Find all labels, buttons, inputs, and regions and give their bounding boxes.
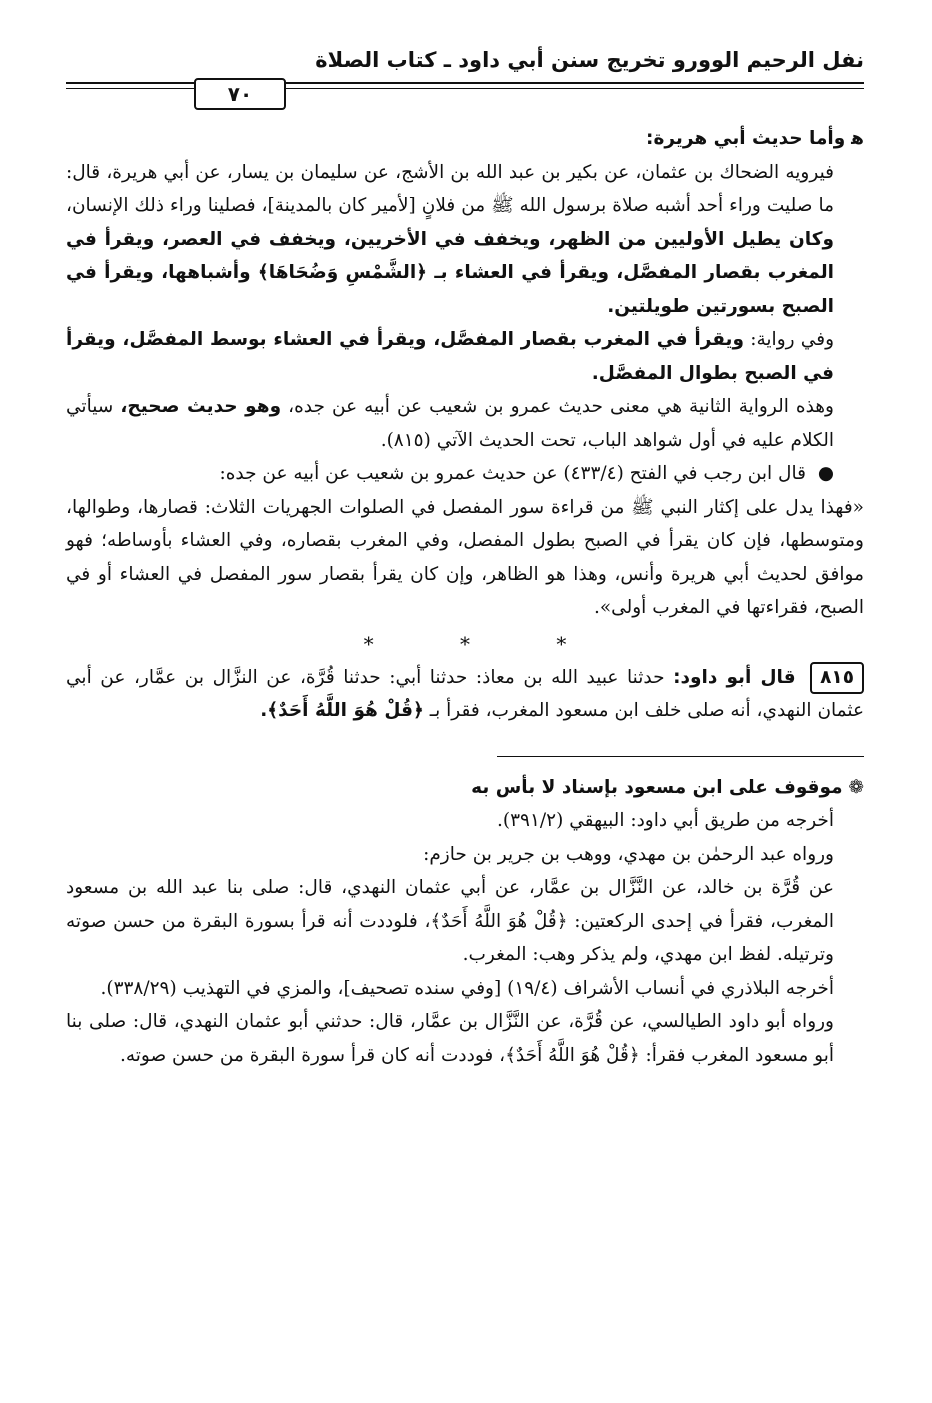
- commentary-heading-text: موقوف على ابن مسعود بإسناد لا بأس به: [471, 776, 843, 798]
- bullet-icon: ●: [817, 463, 834, 484]
- commentary-paragraph: ورواه عبد الرحمٰن بن مهدي، ووهب بن جرير بن حازم:: [423, 843, 834, 865]
- header-rule-thin: [66, 88, 864, 89]
- header-title: نفل الرحيم الوورو تخريج سنن أبي داود ـ كتاب الصلاة: [315, 48, 864, 72]
- section-divider-stars: * * *: [363, 631, 607, 656]
- commentary-icon: ❁: [848, 776, 864, 798]
- paragraph-text: سيأتي الكلام عليه في أول شواهد الباب، تحت الحديث الآتي (٨١٥).: [66, 396, 834, 451]
- commentary-heading: [66, 771, 864, 805]
- paragraph-riwaya: [66, 323, 864, 390]
- running-header: [66, 38, 864, 108]
- quran-verse: ﴿قُلْ هُوَ اللَّهُ أَحَدٌ﴾.: [260, 700, 424, 721]
- paragraph-lead: قال ابن رجب في الفتح (٤٣٣/٤) عن حديث عمرو بن شعيب عن أبيه عن جده:: [219, 463, 806, 484]
- section-heading-text: وأما حديث أبي هريرة:: [646, 128, 846, 149]
- commentary-paragraph: أخرجه البلاذري في أنساب الأشراف (١٩/٤) [وفي سنده تصحيف]، والمزي في التهذيب (٣٣٨/٢٩).: [100, 977, 834, 999]
- paragraph-quote: [66, 491, 864, 625]
- paragraph-text: وهذه الرواية الثانية هي معنى حديث عمرو بن شعيب عن أبيه عن جده،: [288, 396, 834, 417]
- section-heading: [66, 122, 864, 156]
- hadith-text: حدثنا عبيد الله بن معاذ: حدثنا أبي: حدثنا قُرَّة، عن النزَّال بن عمَّار، عن أبي عثمان النهدي، أنه صلى خلف ابن مسعود المغرب، فقرأ بـ: [66, 666, 864, 721]
- section-marker: ﻫ: [851, 128, 864, 149]
- quote-text: «فهذا يدل على إكثار النبي ﷺ من قراءة سور المفصل في الصلوات الجهريات الثلاث: قصارها، وطوالها، ومتوسطها، فإن كان يقرأ في الصبح بطول المفصل، وفي المغرب بقصاره، وفي العشاء بأوساطه؛ فهو موافق لحديث أبي هريرة وأنس، وهذا هو الظاهر، وإن كان يقرأ بقصار سور المفصل في العشاء أو في الصبح، فقراءتها في المغرب أولى».: [66, 496, 864, 618]
- page-number: ٧٠: [194, 78, 286, 110]
- paragraph-ibn-rajab: [66, 457, 864, 491]
- paragraph-second-riwaya: [66, 390, 864, 457]
- header-rule: [66, 82, 864, 84]
- commentary-paragraph: ورواه أبو داود الطيالسي، عن قُرَّة، عن النَّزَّال بن عمَّار، قال: حدثني أبو عثمان النهدي، قال: صلى بنا أبو مسعود المغرب فقرأ: ﴿قُلْ هُوَ اللَّهُ أَحَدٌ﴾، فوددت أنه كان قرأ سورة البقرة من حسن صوته.: [66, 1011, 834, 1066]
- hadith-number: ٨١٥: [810, 662, 864, 694]
- hadith-lead: قال أبو داود:: [673, 666, 796, 688]
- footnote-separator: [497, 756, 864, 757]
- grading-text: وهو حديث صحيح،: [120, 396, 282, 417]
- paragraph-text: فيرويه الضحاك بن عثمان، عن بكير بن عبد الله بن الأشج، عن سليمان بن يسار، عن أبي هريرة، قال: ما صليت وراء أحد أشبه صلاة برسول الله ﷺ من فلانٍ [لأمير كان بالمدينة]، فصلينا وراء ذلك الإنسان،: [66, 161, 834, 216]
- paragraph-bold-text: ويقرأ في المغرب بقصار المفصَّل، ويقرأ في العشاء بوسط المفصَّل، ويقرأ في الصبح بطوال المفصَّل.: [66, 329, 834, 384]
- commentary-paragraph: أخرجه من طريق أبي داود: البيهقي (٣٩١/٢).: [497, 810, 834, 831]
- paragraph-abu-hurayra: [66, 156, 864, 324]
- paragraph-bold-text: وكان يطيل الأوليين من الظهر، ويخفف في الأخريين، ويخفف في العصر، ويقرأ في المغرب بقصار المفصَّل، ويقرأ في العشاء بـ ﴿الشَّمْسِ وَضُحَاهَا﴾ وأشباهها، ويقرأ في الصبح بسورتين طويلتين.: [66, 228, 834, 317]
- paragraph-lead: وفي رواية:: [750, 329, 835, 350]
- page-body: [66, 122, 864, 1072]
- hadith-815: [66, 661, 864, 728]
- commentary-paragraph: عن قُرَّة بن خالد، عن النَّزَّال بن عمَّار، عن أبي عثمان النهدي، قال: صلى بنا عبد الله بن مسعود المغرب، فقرأ في إحدى الركعتين: ﴿قُلْ هُوَ اللَّهُ أَحَدٌ﴾، فلوددت أنه قرأ بسورة البقرة من حسن صوته وترتيله. لفظ ابن مهدي، ولم يذكر وهب: المغرب.: [66, 877, 834, 965]
